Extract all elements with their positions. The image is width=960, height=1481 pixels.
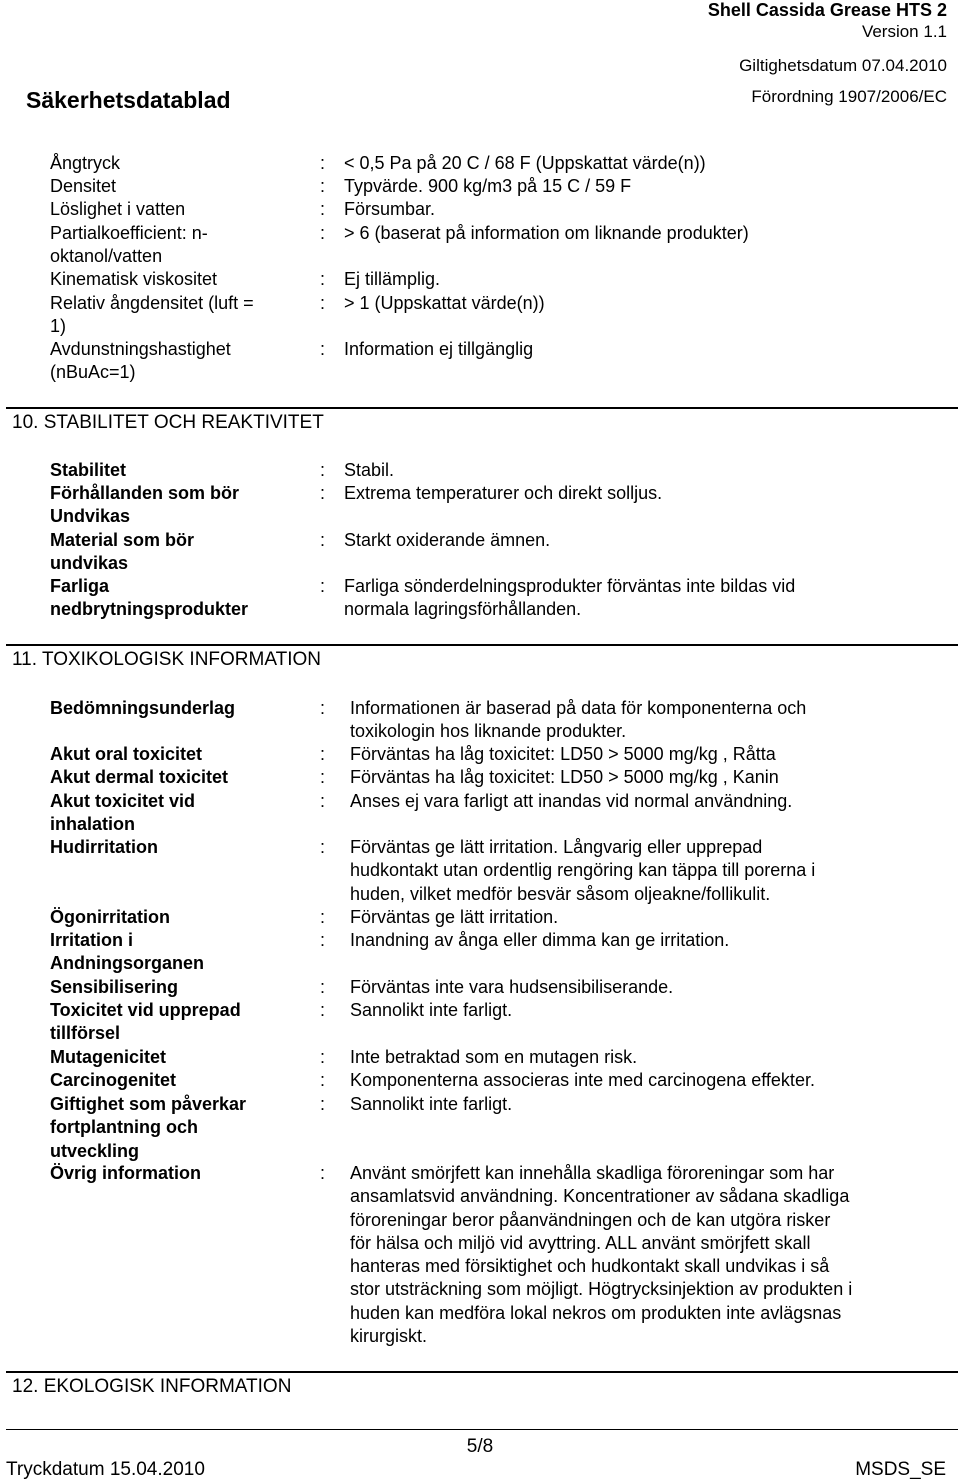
stability-value: Starkt oxiderande ämnen. xyxy=(344,530,551,550)
product-name: Shell Cassida Grease HTS 2 xyxy=(707,0,947,20)
toxicology-label: Bedömningsunderlag xyxy=(50,698,236,718)
toxicology-label: Sensibilisering xyxy=(50,977,179,997)
property-label: Ångtryck xyxy=(50,153,121,173)
colon-separator: : xyxy=(320,483,326,503)
toxicology-value: Förväntas ge lätt irritation. xyxy=(350,907,559,927)
toxicology-value: Informationen är baserad på data för komponenterna och toxikologin hos liknande produkter. xyxy=(350,698,807,742)
colon-separator: : xyxy=(320,1047,326,1067)
toxicology-value: Förväntas ha låg toxicitet: LD50 > 5000 mg/kg , Kanin xyxy=(350,767,779,787)
toxicology-label: Giftighet som påverkar fortplantning och utveckling xyxy=(50,1094,247,1161)
stability-label: Material som bör undvikas xyxy=(50,530,195,574)
property-value: < 0,5 Pa på 20 C / 68 F (Uppskattat värde(n)) xyxy=(344,153,706,173)
toxicology-label: Mutagenicitet xyxy=(50,1047,167,1067)
version-label: Version 1.1 xyxy=(861,22,947,41)
colon-separator: : xyxy=(320,530,326,550)
validity-date: Giltighetsdatum 07.04.2010 xyxy=(739,56,947,75)
regulation-label: Förordning 1907/2006/EC xyxy=(751,87,947,106)
colon-separator: : xyxy=(320,576,326,596)
section-divider xyxy=(6,644,958,646)
colon-separator: : xyxy=(320,153,326,173)
toxicology-label: Akut dermal toxicitet xyxy=(50,767,229,787)
colon-separator: : xyxy=(320,339,326,359)
stability-label: Stabilitet xyxy=(50,460,127,480)
property-label: Avdunstningshastighet (nBuAc=1) xyxy=(50,339,231,383)
colon-separator: : xyxy=(320,977,326,997)
property-label: Kinematisk viskositet xyxy=(50,269,218,289)
colon-separator: : xyxy=(320,293,326,313)
colon-separator: : xyxy=(320,744,326,764)
colon-separator: : xyxy=(320,176,326,196)
page-number: 5/8 xyxy=(466,1436,494,1457)
colon-separator: : xyxy=(320,930,326,950)
property-label: Löslighet i vatten xyxy=(50,199,186,219)
property-value: Information ej tillgänglig xyxy=(344,339,534,359)
property-value: Ej tillämplig. xyxy=(344,269,441,289)
toxicology-label: Ögonirritation xyxy=(50,907,170,927)
toxicology-label: Carcinogenitet xyxy=(50,1070,177,1090)
toxicology-value: Inte betraktad som en mutagen risk. xyxy=(350,1047,638,1067)
colon-separator: : xyxy=(320,907,326,927)
section-10-title: 10. STABILITET OCH REAKTIVITET xyxy=(12,412,324,433)
toxicology-value: Förväntas inte vara hudsensibiliserande. xyxy=(350,977,674,997)
section-divider xyxy=(6,407,958,409)
colon-separator: : xyxy=(320,269,326,289)
property-label: Densitet xyxy=(50,176,117,196)
document-title: Säkerhetsdatablad xyxy=(26,87,231,113)
colon-separator: : xyxy=(320,1163,326,1183)
property-value: > 6 (baserat på information om liknande produkter) xyxy=(344,223,749,243)
toxicology-label: Övrig information xyxy=(50,1163,202,1183)
property-label: Relativ ångdensitet (luft = 1) xyxy=(50,293,254,337)
stability-label: Farliga nedbrytningsprodukter xyxy=(50,576,249,620)
property-value: Försumbar. xyxy=(344,199,436,219)
toxicology-label: Akut toxicitet vid inhalation xyxy=(50,791,196,835)
toxicology-value: Förväntas ha låg toxicitet: LD50 > 5000 mg/kg , Råtta xyxy=(350,744,776,764)
colon-separator: : xyxy=(320,460,326,480)
colon-separator: : xyxy=(320,199,326,219)
colon-separator: : xyxy=(320,1070,326,1090)
section-divider xyxy=(6,1371,958,1373)
footer-divider xyxy=(6,1429,958,1430)
toxicology-value: Komponenterna associeras inte med carcinogena effekter. xyxy=(350,1070,815,1090)
toxicology-value: Anses ej vara farligt att inandas vid normal användning. xyxy=(350,791,793,811)
colon-separator: : xyxy=(320,223,326,243)
colon-separator: : xyxy=(320,767,326,787)
toxicology-value: Använt smörjfett kan innehålla skadliga föroreningar som har ansamlatsvid användning. Koncentrationer av sådana skadliga föroreningar beror påanvändningen och de kan utgöra risker för hälsa och miljö vid avyttring. ALL använt smörjfett skall hanteras med försiktighet och hudkontakt skall undvikas i så stor utsträckning som möjligt. Högtrycksinjektion av produkten i huden kan medföra lokal nekros om produkten inte avlägsnas kirurgiskt. xyxy=(350,1163,853,1347)
colon-separator: : xyxy=(320,791,326,811)
toxicology-label: Akut oral toxicitet xyxy=(50,744,203,764)
property-value: Typvärde. 900 kg/m3 på 15 C / 59 F xyxy=(344,176,632,196)
colon-separator: : xyxy=(320,1000,326,1020)
toxicology-label: Irritation i Andningsorganen xyxy=(50,930,204,974)
section-12-title: 12. EKOLOGISK INFORMATION xyxy=(12,1376,292,1397)
toxicology-value: Inandning av ånga eller dimma kan ge irritation. xyxy=(350,930,730,950)
stability-value: Extrema temperaturer och direkt solljus. xyxy=(344,483,663,503)
colon-separator: : xyxy=(320,698,326,718)
document-code: MSDS_SE xyxy=(855,1459,946,1480)
print-date: Tryckdatum 15.04.2010 xyxy=(6,1459,205,1480)
stability-label: Förhållanden som bör Undvikas xyxy=(50,483,240,527)
stability-value: Stabil. xyxy=(344,460,395,480)
colon-separator: : xyxy=(320,1094,326,1114)
property-value: > 1 (Uppskattat värde(n)) xyxy=(344,293,545,313)
toxicology-value: Sannolikt inte farligt. xyxy=(350,1000,513,1020)
toxicology-value: Sannolikt inte farligt. xyxy=(350,1094,513,1114)
toxicology-label: Hudirritation xyxy=(50,837,158,857)
section-11-title: 11. TOXIKOLOGISK INFORMATION xyxy=(12,649,321,670)
toxicology-label: Toxicitet vid upprepad tillförsel xyxy=(50,1000,241,1044)
colon-separator: : xyxy=(320,837,326,857)
toxicology-value: Förväntas ge lätt irritation. Långvarig eller upprepad hudkontakt utan ordentlig rengöring kan täppa till porerna i huden, vilket medför besvär såsom oljeakne/follikulit. xyxy=(350,837,816,904)
property-label: Partialkoefficient: n- oktanol/vatten xyxy=(50,223,208,267)
stability-value: Farliga sönderdelningsprodukter förväntas inte bildas vid normala lagringsförhållanden. xyxy=(344,576,796,620)
